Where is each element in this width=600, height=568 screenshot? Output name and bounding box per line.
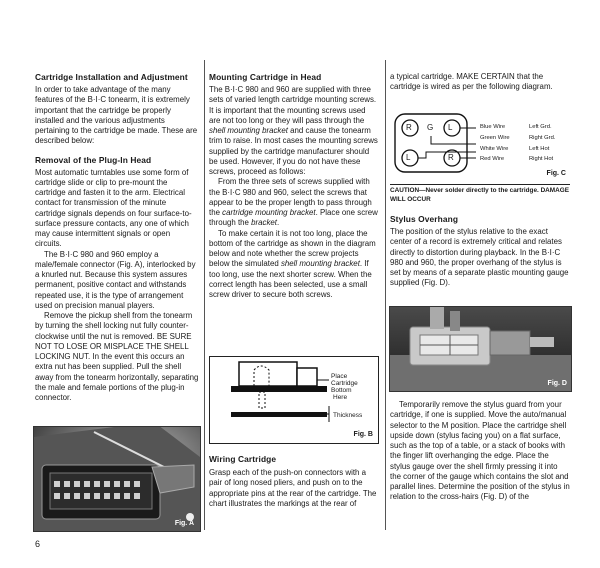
pin-label-l1: L bbox=[448, 123, 453, 132]
pin-label-l2: L bbox=[406, 153, 411, 162]
pin-label-r1: R bbox=[406, 123, 412, 132]
figure-c bbox=[390, 108, 570, 185]
heading-removal: Removal of the Plug-In Head bbox=[35, 154, 152, 165]
emphasis: cartridge mounting bracket bbox=[222, 208, 316, 217]
plugin-connector-illustration bbox=[34, 427, 200, 531]
pin-label-r2: R bbox=[448, 153, 454, 162]
text: From the three sets of screws supplied with the B·I·C 980 and 960, select the screws that appear to be the proper length to pass through the bbox=[209, 177, 372, 217]
label-cartridge: Cartridge bbox=[331, 380, 358, 387]
label-thickness: Thickness bbox=[333, 412, 363, 419]
column-3-top bbox=[390, 72, 570, 93]
para-removal-3: Remove the pickup shell from the tonearm by turning the shell locking nut fully counter-clockwise until the nut is removed. BE SURE NOT TO LOSE OR MISPLACE THE SHELL LOCKING NUT. In the event this occurs an extra nut has been supplied. Pull the shell away from the tonearm horizontally, separating the male and female portions of the plug-in connector. bbox=[35, 311, 199, 402]
column-2 bbox=[209, 72, 379, 300]
column-divider-1 bbox=[204, 60, 205, 530]
text: To make certain it is not too long, place the bottom of the cartridge as shown in the diagram below and note whether the screw projects below the simulated bbox=[209, 228, 376, 269]
figure-b bbox=[209, 356, 379, 444]
heading-mounting: Mounting Cartridge in Head bbox=[209, 72, 322, 82]
text: . bbox=[277, 218, 280, 228]
column-3-mid bbox=[390, 187, 570, 289]
para-wiring: Grasp each of the push-on connectors with a pair of long nosed pliers, and push on to the appropriate pins at the rear of the cartridge. The chart illustrates the markings at the rear of bbox=[209, 468, 377, 508]
wire-blue-dest: Left Grd. bbox=[529, 124, 552, 130]
wire-white-dest: Left Hot bbox=[529, 146, 550, 152]
column-1 bbox=[35, 72, 199, 403]
figure-a-photo bbox=[33, 426, 201, 532]
column-3-bottom bbox=[390, 400, 570, 503]
label-here: Here bbox=[333, 394, 348, 401]
wire-blue: Blue Wire bbox=[480, 124, 506, 130]
para-temporarily: Temporarily remove the stylus guard from your cartridge, if one is supplied. Move the auto/manual selector to the M position. Place the cartridge shell upside down (stylus facing you) on a flat surface, such as the top of a table, or a stack of books with the finger lift overhanging the edge. Place the stylus gauge over the shell firmly pressing it into the corner of the gauge which contains the slot and parallel lines. Determine the position of the stylus in relation to the cross-hairs (Fig. D) of the bbox=[390, 400, 570, 502]
figure-d-caption: Fig. D bbox=[547, 380, 567, 387]
wire-green-dest: Right Grd. bbox=[529, 135, 556, 141]
text: . Place one screw through the bbox=[209, 208, 378, 228]
page-number: 6 bbox=[35, 539, 41, 549]
figure-c-caption: Fig. C bbox=[546, 170, 566, 177]
para-mounting-3 bbox=[209, 229, 379, 301]
label-bottom: Bottom bbox=[331, 387, 352, 394]
figure-d-photo bbox=[389, 306, 572, 392]
wire-white: White Wire bbox=[480, 146, 509, 152]
para-removal-2: The B·I·C 980 and 960 employ a male/female connector (Fig. A), interlocked by a knurled nut. Because this system assures permanent, positive contact and withstands repeated use, it is the type of arrangement used on precision manual players. bbox=[35, 249, 196, 310]
heading-wiring: Wiring Cartridge bbox=[209, 454, 277, 464]
emphasis: shell mounting bracket bbox=[280, 259, 360, 269]
figure-a-caption: Fig. A bbox=[174, 520, 194, 527]
wire-green: Green Wire bbox=[480, 135, 510, 141]
stylus-gauge-illustration bbox=[390, 307, 571, 391]
figure-b-caption: Fig. B bbox=[353, 431, 373, 438]
para-removal-1: Most automatic turntables use some form of cartridge slide or clip to pre-mount the cartridge and fasten it to the arm. Electrical contact for transmission of the minute cartridge signals depends on four surface-to-surface pressure contacts, any one of which may cause intermittent signals or open circuits. bbox=[35, 167, 192, 249]
pin-label-g: G bbox=[427, 123, 434, 132]
para-mounting-1 bbox=[209, 85, 379, 177]
text: . If too long, use the next shorter screw. When the correct length has been selected, use a small screw driver to secure both screws. bbox=[209, 259, 372, 299]
para-mounting-2 bbox=[209, 177, 379, 228]
label-place: Place bbox=[331, 373, 348, 380]
caution-notice: CAUTION—Never solder directly to the cartridge. DAMAGE WILL OCCUR bbox=[390, 187, 569, 203]
wire-red-dest: Right Hot bbox=[529, 156, 554, 162]
heading-overhang: Stylus Overhang bbox=[390, 214, 459, 224]
text: The B·I·C 980 and 960 are supplied with three sets of varied length cartridge mounting screws. It is important that the mounting screws used are not too long or they will pass through the bbox=[209, 85, 377, 125]
emphasis: shell mounting bracket bbox=[209, 126, 288, 135]
column-2-wiring bbox=[209, 454, 379, 509]
para-typical-cartridge: a typical cartridge. MAKE CERTAIN that the cartridge is wired as per the following diagram. bbox=[390, 72, 553, 92]
para-installation: In order to take advantage of the many features of the B·I·C tonearm, it is extremely important that the cartridge be properly installed and the various adjustments pertaining to the cartridge be made. These are described below: bbox=[35, 85, 198, 146]
wire-red: Red Wire bbox=[480, 156, 505, 162]
heading-installation: Cartridge Installation and Adjustment bbox=[35, 72, 188, 82]
para-overhang: The position of the stylus relative to the exact center of a record is extremely critical and relates directly to distortion during playback. In the B·I·C 980 and 960, the proper overhang of the stylus is set by means of a separate plastic mounting gauge supplied (Fig. D). bbox=[390, 227, 569, 288]
text: and cause the tonearm trim to raise. In most cases the mounting screws supplied by the cartridge manufacturer should be used. However, if you do not have these screws, proceed as follows: bbox=[209, 126, 378, 176]
emphasis: bracket bbox=[251, 218, 278, 228]
column-divider-2 bbox=[385, 60, 386, 530]
